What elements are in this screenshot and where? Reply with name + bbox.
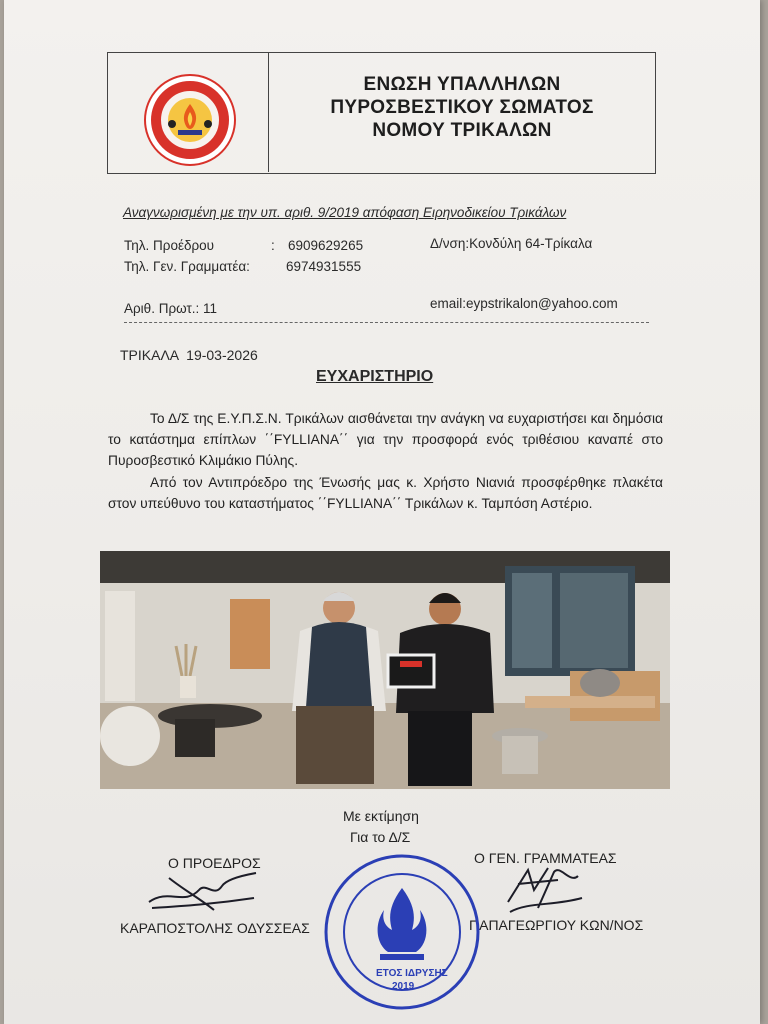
contact-separator bbox=[124, 322, 649, 323]
president-phone-label: Τηλ. Προέδρου bbox=[124, 238, 215, 253]
closing-line-2: Για το Δ/Σ bbox=[350, 829, 411, 845]
union-logo-icon bbox=[134, 74, 246, 166]
org-name-line-3: ΝΟΜΟΥ ΤΡΙΚΑΛΩΝ bbox=[372, 120, 552, 141]
president-name: ΚΑΡΑΠΟΣΤΟΛΗΣ ΟΔΥΣΣΕΑΣ bbox=[120, 920, 310, 936]
body-paragraph-2: Από τον Αντιπρόεδρο της Ένωσής μας κ. Χρήστο Νιανιά προσφέρθηκε πλακέτα στον υπεύθυνο του καταστήματος ΄΄FYLLIANA΄΄ Τρικάλων κ. Ταμπόση Αστέριο. bbox=[108, 475, 663, 511]
secretary-phone-label: Τηλ. Γεν. Γραμματέα: bbox=[124, 259, 250, 274]
stamp-year-label: ΕΤΟΣ ΙΔΡΥΣΗΣ bbox=[376, 968, 448, 979]
president-phone: 6909629265 bbox=[288, 238, 364, 253]
body-paragraph-1: Το Δ/Σ της Ε.Υ.Π.Σ.Ν. Τρικάλων αισθάνεται την ανάγκη να ευχαριστήσει και δημόσια το κατάστημα επίπλων ΄΄FYLLIANA΄΄ για την προσφορά ενός τριθέσιου καναπέ στο Πυροσβεστικό Κλιμάκιο Πύλης. bbox=[108, 411, 663, 468]
secretary-title: Ο ΓΕΝ. ΓΡΑΜΜΑΤΕΑΣ bbox=[474, 850, 617, 866]
document-page bbox=[4, 0, 760, 1024]
org-name-line-2: ΠΥΡΟΣΒΕΣΤΙΚΟΥ ΣΩΜΑΤΟΣ bbox=[330, 97, 594, 118]
org-name-line-1: ΕΝΩΣΗ ΥΠΑΛΛΗΛΩΝ bbox=[363, 74, 561, 95]
protocol-number: Αριθ. Πρωτ.: 11 bbox=[124, 301, 218, 316]
secretary-signature-icon bbox=[498, 862, 588, 918]
stamp-year: 2019 bbox=[392, 981, 415, 992]
recognition-line: Αναγνωρισμένη με την υπ. αριθ. 9/2019 απόφαση Ειρηνοδικείου Τρικάλων bbox=[123, 205, 567, 220]
date-line: ΤΡΙΚΑΛΑ 19-03-2026 bbox=[120, 347, 258, 363]
ceremony-photo bbox=[100, 551, 670, 789]
president-signature-icon bbox=[144, 868, 264, 918]
header-divider bbox=[268, 52, 269, 172]
address: Δ/νση:Κονδύλη 64-Τρίκαλα bbox=[430, 236, 593, 251]
secretary-phone: 6974931555 bbox=[286, 259, 362, 274]
president-title: Ο ΠΡΟΕΔΡΟΣ bbox=[168, 855, 261, 871]
document-title: ΕΥΧΑΡΙΣΤΗΡΙΟ bbox=[316, 368, 434, 385]
secretary-name: ΠΑΠΑΓΕΩΡΓΙΟΥ ΚΩΝ/ΝΟΣ bbox=[469, 917, 644, 933]
president-phone-colon: : bbox=[271, 238, 275, 253]
email-address: email:eypstrikalon@yahoo.com bbox=[430, 296, 618, 311]
closing-line-1: Με εκτίμηση bbox=[343, 808, 419, 824]
